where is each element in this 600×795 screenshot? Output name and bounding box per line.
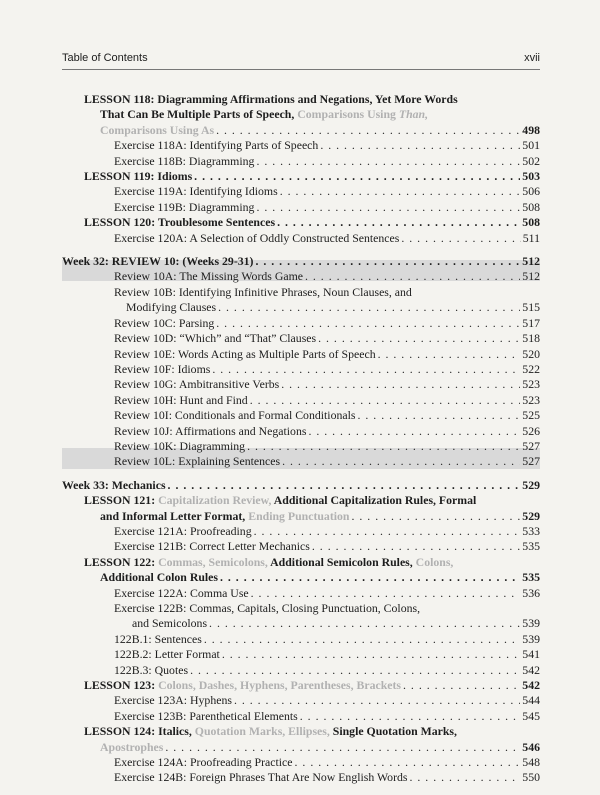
review-10d[interactable]: Review 10D: “Which” and “That” Clauses . . . 518 xyxy=(62,331,540,346)
lesson-121-title: LESSON 121: Capitalization Review, Additional Capitalization Rules, Formal xyxy=(84,493,477,508)
review-10k[interactable]: Review 10K: Diagramming . . . 527 xyxy=(62,439,540,454)
lesson-122-title: LESSON 122: Commas, Semicolons, Additional Semicolon Rules, Colons, xyxy=(84,554,454,569)
review-10l[interactable]: Review 10L: Explaining Sentences . . . 527 xyxy=(62,454,540,469)
lesson-124-title: LESSON 124: Italics, Quotation Marks, Ellipses, Single Quotation Marks, xyxy=(84,724,457,739)
week-33[interactable]: Week 33: Mechanics . . . 529 xyxy=(62,478,540,493)
exercise-124a[interactable]: Exercise 124A: Proofreading Practice . . . 548 xyxy=(62,755,540,770)
table-of-contents xyxy=(62,92,540,786)
exercise-123b[interactable]: Exercise 123B: Parenthetical Elements . . . 545 xyxy=(62,709,540,724)
running-header xyxy=(62,52,540,64)
exercise-120a[interactable]: Exercise 120A: A Selection of Oddly Constructed Sentences . . . 511 xyxy=(62,231,540,246)
lesson-123[interactable]: LESSON 123: Colons, Dashes, Hyphens, Parentheses, Brackets . . . 542 xyxy=(62,678,540,693)
review-10e[interactable]: Review 10E: Words Acting as Multiple Parts of Speech . . . 520 xyxy=(62,347,540,362)
page-number: 498 xyxy=(522,122,540,137)
exercise-124b[interactable]: Exercise 124B: Foreign Phrases That Are Now English Words . . . 550 xyxy=(62,770,540,785)
exercise-121a[interactable]: Exercise 121A: Proofreading . . . 533 xyxy=(62,524,540,539)
lesson-124[interactable]: Apostrophes . . . 546 xyxy=(62,740,540,755)
exercise-118b[interactable]: Exercise 118B: Diagramming . . . 502 xyxy=(62,154,540,169)
lesson-121[interactable]: and Informal Letter Format, Ending Punctuation . . . 529 xyxy=(62,509,540,524)
lesson-119[interactable]: LESSON 119: Idioms . . . 503 xyxy=(62,169,540,184)
exercise-118a[interactable]: Exercise 118A: Identifying Parts of Speech . . . 501 xyxy=(62,138,540,153)
lesson-122[interactable]: Additional Colon Rules . . . 535 xyxy=(62,570,540,585)
lesson-118-entry[interactable]: Comparisons Using As . . . 498 xyxy=(62,123,540,138)
lesson-120[interactable]: LESSON 120: Troublesome Sentences . . . 508 xyxy=(62,215,540,230)
review-10h[interactable]: Review 10H: Hunt and Find . . . 523 xyxy=(62,393,540,408)
exercise-123a[interactable]: Exercise 123A: Hyphens . . . 544 xyxy=(62,693,540,708)
exercise-122b-line1: Exercise 122B: Commas, Capitals, Closing Punctuation, Colons, xyxy=(114,601,421,615)
review-10f[interactable]: Review 10F: Idioms . . . 522 xyxy=(62,362,540,377)
lesson-118-title: LESSON 118: Diagramming Affirmations and Negations, Yet More Words xyxy=(84,92,458,106)
exercise-122b-3[interactable]: 122B.3: Quotes . . . 542 xyxy=(62,663,540,678)
week-32[interactable]: Week 32: REVIEW 10: (Weeks 29-31) . . . 512 xyxy=(62,254,540,269)
header-rule xyxy=(62,69,540,70)
header-page-number: xvii xyxy=(524,52,540,64)
review-10j[interactable]: Review 10J: Affirmations and Negations . . . 526 xyxy=(62,424,540,439)
exercise-122a[interactable]: Exercise 122A: Comma Use . . . 536 xyxy=(62,586,540,601)
review-10b-line1: Review 10B: Identifying Infinitive Phrases, Noun Clauses, and xyxy=(114,284,412,299)
exercise-119a[interactable]: Exercise 119A: Identifying Idioms . . . 506 xyxy=(62,184,540,199)
review-10b[interactable]: Modifying Clauses . . . 515 xyxy=(62,300,540,315)
exercise-122b-1[interactable]: 122B.1: Sentences . . . 539 xyxy=(62,632,540,647)
header-title: Table of Contents xyxy=(62,52,148,64)
exercise-122b-2[interactable]: 122B.2: Letter Format . . . 541 xyxy=(62,647,540,662)
review-10i[interactable]: Review 10I: Conditionals and Formal Conditionals . . . 525 xyxy=(62,408,540,423)
exercise-121b[interactable]: Exercise 121B: Correct Letter Mechanics . . . 535 xyxy=(62,539,540,554)
review-10g[interactable]: Review 10G: Ambitransitive Verbs . . . 523 xyxy=(62,377,540,392)
review-10a[interactable]: Review 10A: The Missing Words Game . . . 512 xyxy=(62,269,540,284)
exercise-119b[interactable]: Exercise 119B: Diagramming . . . 508 xyxy=(62,200,540,215)
review-10c[interactable]: Review 10C: Parsing . . . 517 xyxy=(62,316,540,331)
exercise-122b[interactable]: and Semicolons . . . 539 xyxy=(62,616,540,631)
lesson-118-title-line2: That Can Be Multiple Parts of Speech, Comparisons Using Than, xyxy=(100,107,429,122)
